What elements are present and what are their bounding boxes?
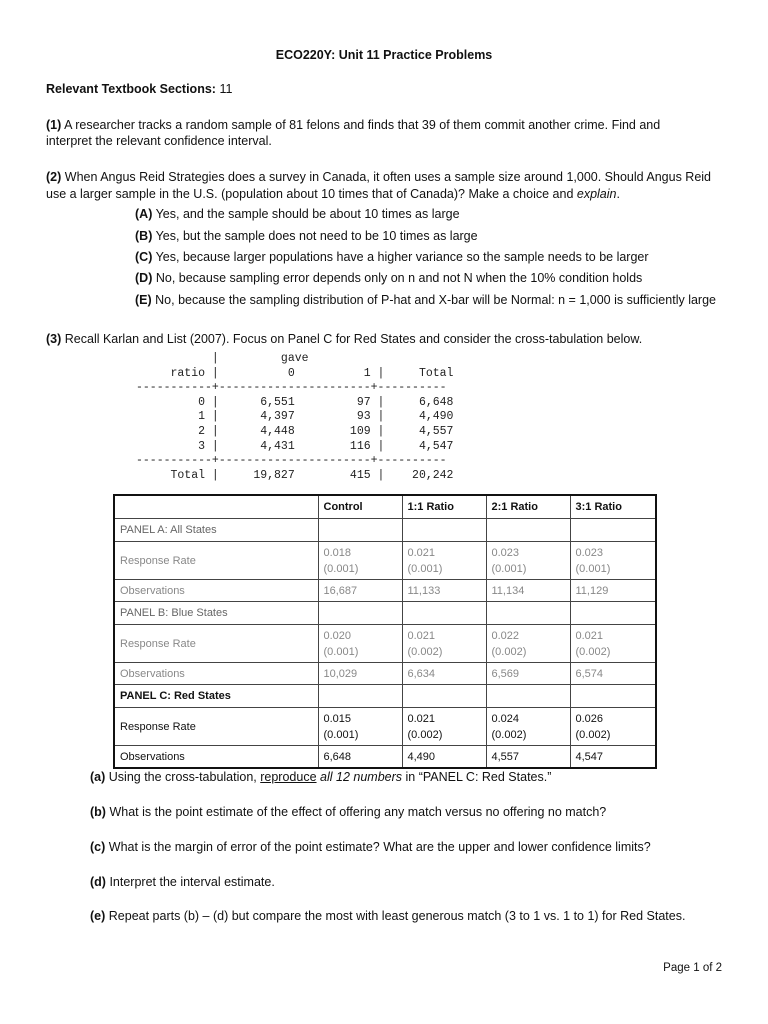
part-c [90, 840, 651, 854]
table-cell: 11,133 [402, 580, 486, 602]
table-row [114, 542, 656, 580]
option-key: (D) [135, 271, 153, 285]
part-key: (e) [90, 909, 106, 923]
results-table [113, 494, 657, 769]
panel-b-heading [114, 602, 656, 625]
table-cell: 0.023 (0.001) [570, 542, 656, 580]
crosstab-row: | gave [136, 352, 309, 365]
q2-number: (2) [46, 170, 62, 184]
crosstab-row: Total | 19,827 415 | 20,242 [136, 468, 454, 482]
header-cell: Control [318, 495, 402, 519]
table-cell: 4,557 [486, 746, 570, 769]
table-cell: 11,134 [486, 580, 570, 602]
underlined-text: reproduce [260, 770, 317, 784]
table-cell: 6,574 [570, 663, 656, 685]
q2-text-emphasis: explain [576, 187, 617, 201]
table-row [114, 663, 656, 685]
q2-option-b [135, 229, 478, 243]
part-text: What is the margin of error of the point estimate? What are the upper and lower confidence limits? [108, 840, 651, 854]
option-text: No, because the sampling distribution of P-hat and X-bar will be Normal: n = 1,000 is sufficiently large [155, 293, 716, 307]
page-number: Page 1 of 2 [663, 962, 722, 974]
part-text: Interpret the interval estimate. [109, 875, 275, 889]
crosstab-row: 2 | 4,448 109 | 4,557 [136, 424, 454, 438]
table-row [114, 625, 656, 663]
row-label: Response Rate [114, 708, 318, 746]
table-cell: 4,490 [402, 746, 486, 769]
part-text: What is the point estimate of the effect of offering any match versus no offering no match? [109, 805, 607, 819]
table-cell: 0.023 (0.001) [486, 542, 570, 580]
row-label: Observations [114, 580, 318, 602]
option-key: (C) [135, 250, 153, 264]
table-cell: 11,129 [570, 580, 656, 602]
table-cell: 6,648 [318, 746, 402, 769]
part-text: Repeat parts (b) – (d) but compare the most with least generous match (3 to 1 vs. 1 to 1) for Red States. [108, 909, 686, 923]
row-label: Response Rate [114, 542, 318, 580]
q2-option-d [135, 271, 642, 285]
table-cell: 6,569 [486, 663, 570, 685]
panel-a-heading [114, 519, 656, 542]
q2-line2 [46, 186, 620, 203]
table-cell: 0.020 (0.001) [318, 625, 402, 663]
table-row [114, 580, 656, 602]
option-text: Yes, and the sample should be about 10 times as large [155, 207, 460, 221]
option-key: (E) [135, 293, 152, 307]
part-a: (a) Using the cross-tabulation, reproduce all 12 numbers in “PANEL C: Red States.” [90, 770, 552, 784]
table-cell: 0.021 (0.002) [402, 625, 486, 663]
q1-text-1: A researcher tracks a random sample of 81 felons and finds that 39 of them commit another crime. Find and [64, 118, 661, 132]
panel-name: PANEL B: Blue States [114, 602, 318, 625]
table-cell: 0.026 (0.002) [570, 708, 656, 746]
sections-value: 11 [219, 82, 233, 96]
option-text: Yes, but the sample does not need to be 10 times as large [155, 229, 478, 243]
crosstab-row: 0 | 6,551 97 | 6,648 [136, 395, 454, 409]
crosstab-row: 1 | 4,397 93 | 4,490 [136, 410, 454, 424]
table-row [114, 708, 656, 746]
crosstab-row: 3 | 4,431 116 | 4,547 [136, 439, 454, 453]
header-cell: 3:1 Ratio [570, 495, 656, 519]
crosstab-row: ratio | 0 1 | Total [136, 366, 454, 380]
q1-number: (1) [46, 118, 62, 132]
q2-text-1: When Angus Reid Strategies does a survey in Canada, it often uses a sample size around 1,000. Should Angus Reid [64, 170, 711, 184]
panel-name: PANEL C: Red States [114, 685, 318, 708]
crosstab-row: -----------+----------------------+---------- [136, 381, 447, 395]
option-text: No, because sampling error depends only on n and not N when the 10% condition holds [155, 271, 643, 285]
option-text: Yes, because larger populations have a higher variance so the sample needs to be larger [155, 250, 649, 264]
q2-line1 [46, 169, 711, 186]
table-row [114, 746, 656, 769]
part-d [90, 875, 275, 889]
q3-text: Recall Karlan and List (2007). Focus on Panel C for Red States and consider the cross-tabulation below. [64, 332, 643, 346]
header-cell: 1:1 Ratio [402, 495, 486, 519]
italic-text: all 12 numbers [320, 770, 403, 784]
panel-c-heading [114, 685, 656, 708]
q2-text-2a: use a larger sample in the U.S. (population about 10 times that of Canada)? Make a choice and [46, 187, 577, 201]
part-key: (b) [90, 805, 106, 819]
header-cell: 2:1 Ratio [486, 495, 570, 519]
part-b [90, 805, 606, 819]
table-header-row [114, 495, 656, 519]
cross-tabulation [136, 352, 453, 483]
q2-text-2b: . [616, 187, 620, 201]
q2-option-a [135, 207, 460, 221]
table-cell: 0.015 (0.001) [318, 708, 402, 746]
part-key: (c) [90, 840, 106, 854]
row-label: Observations [114, 663, 318, 685]
sections-label: Relevant Textbook Sections: [46, 82, 216, 96]
table-cell: 0.021 (0.001) [402, 542, 486, 580]
table-cell: 0.024 (0.002) [486, 708, 570, 746]
q1-line1 [46, 117, 660, 134]
option-key: (A) [135, 207, 153, 221]
page-title: ECO220Y: Unit 11 Practice Problems [275, 48, 493, 62]
table-cell: 0.022 (0.002) [486, 625, 570, 663]
q1-line2: interpret the relevant confidence interval. [46, 134, 272, 148]
row-label: Observations [114, 746, 318, 769]
table-cell: 0.018 (0.001) [318, 542, 402, 580]
q3-intro [46, 331, 642, 348]
table-cell: 0.021 (0.002) [570, 625, 656, 663]
option-key: (B) [135, 229, 153, 243]
table-cell: 0.021 (0.002) [402, 708, 486, 746]
table-cell: 10,029 [318, 663, 402, 685]
textbook-sections [46, 81, 232, 98]
table-cell: 4,547 [570, 746, 656, 769]
crosstab-row: -----------+----------------------+---------- [136, 454, 447, 468]
q2-option-c [135, 250, 649, 264]
table-cell: 16,687 [318, 580, 402, 602]
table-cell: 6,634 [402, 663, 486, 685]
part-key: (d) [90, 875, 106, 889]
part-key: (a) [90, 770, 106, 784]
header-cell [114, 495, 318, 519]
part-e [90, 909, 685, 923]
row-label: Response Rate [114, 625, 318, 663]
q2-option-e [135, 293, 716, 307]
q3-number: (3) [46, 332, 62, 346]
panel-name: PANEL A: All States [114, 519, 318, 542]
